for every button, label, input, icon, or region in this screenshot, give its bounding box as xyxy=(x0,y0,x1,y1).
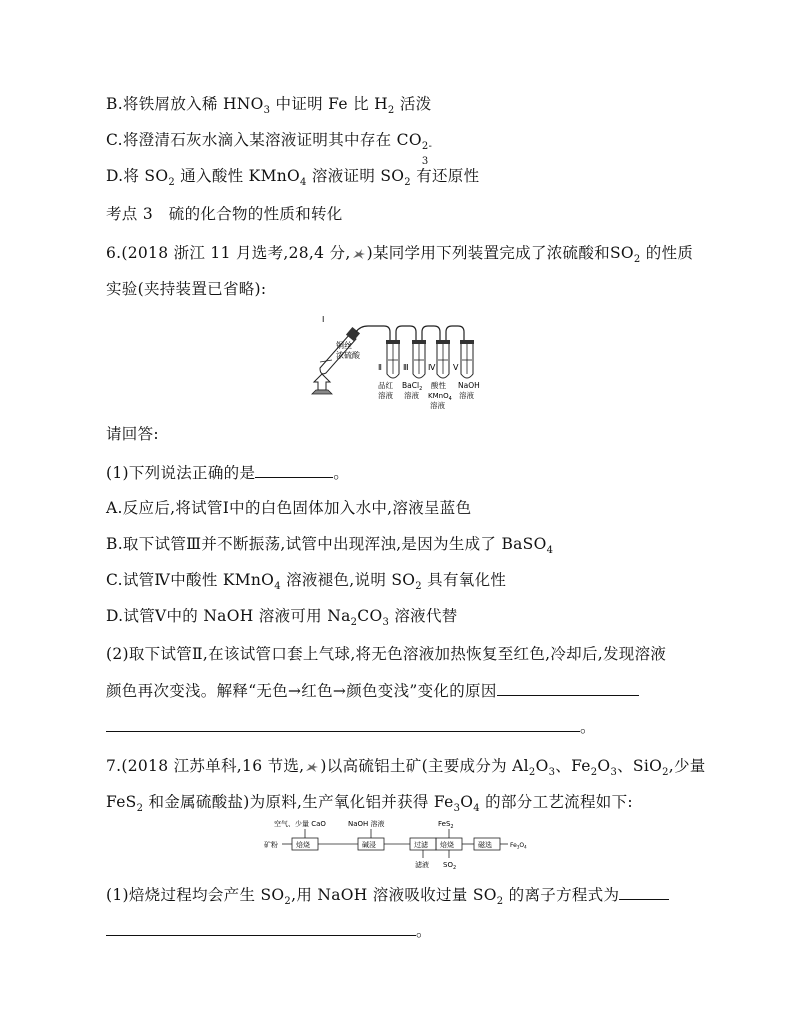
label-bacl2-sol: 溶液 xyxy=(404,391,419,400)
q6-option-a: A.反应后,将试管Ⅰ中的白色固体加入水中,溶液呈蓝色 xyxy=(106,499,472,517)
difficulty-star-icon xyxy=(304,761,320,773)
q7-part1-line1: (1)焙烧过程均会产生 $SO_2$,用 NaOH 溶液吸收过量 $SO_2$ 的离子方程式为 xyxy=(106,883,669,913)
process-flow-diagram xyxy=(262,816,528,872)
tube-label-iv: Ⅳ xyxy=(428,363,436,372)
apparatus-figure xyxy=(306,312,496,412)
label-bacl2: BaCl$_2$ xyxy=(402,381,423,392)
q6-option-b: B.取下试管Ⅲ并不断振荡,试管中出现浑浊,是因为生成了 BaSO$_4$ xyxy=(106,535,554,557)
flow-input-air-cao: 空气、少量 CaO xyxy=(274,820,326,828)
flow-output-so2: $SO_2$ xyxy=(443,861,457,871)
q6-stem-line2: 实验(夹持装置已省略): xyxy=(106,280,267,298)
section-heading: 考点 3 硫的化合物的性质和转化 xyxy=(106,205,343,223)
q6-part2-line1: (2)取下试管Ⅱ,在该试管口套上气球,将无色溶液加热恢复至红色,冷却后,发现溶液 xyxy=(106,645,667,663)
q6-part1: (1)下列说法正确的是 。 xyxy=(106,461,349,484)
label-naoh-sol: 溶液 xyxy=(459,391,474,400)
difficulty-star-icon xyxy=(351,248,367,260)
q6-option-d: D.试管Ⅴ中的 NaOH 溶液可用 $Na_2CO_3$ 溶液代替 xyxy=(106,607,458,629)
label-pinhong-sol: 溶液 xyxy=(378,391,393,400)
q6-part2-line3: 。 xyxy=(106,715,596,738)
tube-label-i: Ⅰ xyxy=(322,315,325,324)
q6-stem-line1: 6.(2018 浙江 11 月选考,28,4 分, )某同学用下列装置完成了浓硫酸和$SO_2$ 的性质 xyxy=(106,244,694,266)
flow-box-roast2-label: 焙烧 xyxy=(440,841,454,849)
q7-stem-line2: FeS$_2$ 和金属硫酸盐)为原料,生产氧化铝并获得 $Fe_3O_4$ 的部分工艺流程如下: xyxy=(106,793,633,815)
flow-output-filtrate: 滤液 xyxy=(415,861,429,869)
reagent-copper-wire: 铜丝 xyxy=(336,341,352,350)
label-acidic: 酸性 xyxy=(431,381,446,390)
tube-label-ii: Ⅱ xyxy=(378,363,382,372)
flow-input-fes2: FeS$_2$ xyxy=(438,820,454,830)
q5-option-c: C.将澄清石灰水滴入某溶液证明其中存在 CO 2- 3 xyxy=(106,131,433,167)
tube-label-iii: Ⅲ xyxy=(403,363,409,372)
tube-label-v: Ⅴ xyxy=(453,363,459,372)
flow-box-roast1-label: 焙烧 xyxy=(296,841,310,849)
flow-start-ore: 矿粉 xyxy=(264,841,278,849)
flow-box-leach-label: 碱浸 xyxy=(362,841,376,849)
label-kmno4: KMnO$_4$ xyxy=(428,392,452,402)
flow-box-magnetic-label: 磁选 xyxy=(478,841,492,849)
q6-option-c: C.试管Ⅳ中酸性 KMnO$_4$ 溶液褪色,说明 $SO_2$ 具有氧化性 xyxy=(106,571,507,593)
label-pinhong: 品红 xyxy=(378,381,393,390)
label-kmno4-sol: 溶液 xyxy=(430,401,445,410)
q7-part1-line2: 。 xyxy=(106,919,432,942)
reagent-conc-sulfuric: 浓硫酸 xyxy=(336,351,360,360)
q6-ask: 请回答: xyxy=(106,425,159,443)
flow-input-naoh: NaOH 溶液 xyxy=(348,820,385,828)
label-naoh: NaOH xyxy=(458,381,480,390)
q5-option-d: D.将 $SO_2$ 通入酸性 KMnO$_4$ 溶液证明 $SO_2$ 有还原性 xyxy=(106,167,480,189)
flow-end-fe3o4: $Fe_3O_4$ xyxy=(510,842,527,850)
q7-stem-line1: 7.(2018 江苏单科,16 节选, )以高硫铝土矿(主要成分为 $Al_2O_3$、$Fe_2O_3$、SiO$_2$,少量 xyxy=(106,757,706,779)
flow-box-filter-label: 过滤 xyxy=(414,841,428,849)
q5-option-b: B.将铁屑放入稀 $HNO_3$ 中证明 Fe 比 $H_2$ 活泼 xyxy=(106,95,432,117)
q6-part2-line2: 颜色再次变浅。解释“无色→红色→颜色变浅”变化的原因 xyxy=(106,679,639,702)
